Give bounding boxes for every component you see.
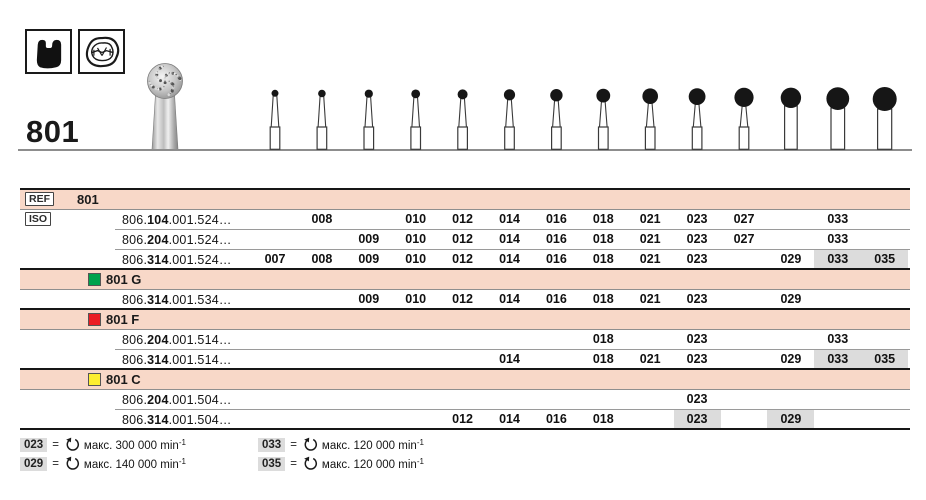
section-title: 801 <box>77 192 99 207</box>
size-cell-021: 021 <box>639 352 661 366</box>
bur-silhouette-033 <box>826 87 849 149</box>
bur-silhouette-012 <box>458 89 468 149</box>
bur-silhouette-027 <box>734 88 753 150</box>
size-cell-010: 010 <box>405 232 427 246</box>
occlusal-surface-icon <box>78 29 125 74</box>
size-cell-021: 021 <box>639 252 661 266</box>
size-cell-018: 018 <box>592 232 614 246</box>
size-cell-009: 009 <box>358 232 380 246</box>
size-cell-021: 021 <box>639 232 661 246</box>
grit-color-square <box>88 373 101 386</box>
legend-size-chip: 035 <box>258 457 285 471</box>
iso-code: 806.314.001.514… <box>122 352 232 367</box>
size-cell-021: 021 <box>639 212 661 226</box>
size-cell-023: 023 <box>686 212 708 226</box>
size-cell-016: 016 <box>545 212 567 226</box>
iso-chip: ISO <box>25 212 51 226</box>
iso-code: 806.104.001.524… <box>122 212 232 227</box>
bur-silhouette-035 <box>873 87 897 149</box>
bur-silhouette-008 <box>317 90 327 150</box>
size-cell-029: 029 <box>780 352 802 366</box>
size-cell-016: 016 <box>545 252 567 266</box>
size-cell-018: 018 <box>592 412 614 426</box>
iso-code-row <box>20 210 910 230</box>
size-cell-033: 033 <box>827 332 849 346</box>
legend-speed-text: макс. 300 000 $\min^{-1}$ <box>83 437 186 452</box>
size-cell-009: 009 <box>358 292 380 306</box>
cavity-preparation-icon <box>25 29 72 74</box>
section-band-801-f <box>20 310 910 330</box>
iso-code-row <box>20 290 910 310</box>
size-cell-018: 018 <box>592 352 614 366</box>
iso-code-row <box>20 410 910 430</box>
size-cell-014: 014 <box>499 232 520 246</box>
size-cell-027: 027 <box>733 212 755 226</box>
size-cell-018: 018 <box>592 332 614 346</box>
iso-code: 806.204.001.504… <box>122 392 232 407</box>
size-cell-029: 029 <box>780 292 802 306</box>
size-cell-012: 012 <box>452 212 474 226</box>
size-cell-023: 023 <box>686 352 708 366</box>
rotation-speed-icon <box>302 456 318 472</box>
iso-code-row <box>20 390 910 410</box>
bur-silhouette-007 <box>270 90 280 150</box>
legend-size-chip: 029 <box>20 457 47 471</box>
iso-code: 806.204.001.524… <box>122 232 232 247</box>
iso-code: 806.314.001.504… <box>122 412 232 427</box>
bur-silhouette-009 <box>364 90 374 150</box>
size-cell-029: 029 <box>767 410 814 429</box>
legend-item-029 <box>20 454 186 473</box>
iso-code-row <box>20 330 910 350</box>
size-cell-012: 012 <box>452 252 474 266</box>
diamond-ball-bur-photo <box>138 56 192 150</box>
size-cell-018: 018 <box>592 252 614 266</box>
equals-sign: = <box>290 438 297 451</box>
size-cell-023: 023 <box>686 232 708 246</box>
section-title: 801 G <box>106 272 142 287</box>
size-cell-016: 016 <box>545 412 567 426</box>
section-title: 801 C <box>106 372 141 387</box>
iso-code-row <box>20 230 910 250</box>
section-band-801-c <box>20 370 910 390</box>
size-cell-014: 014 <box>499 352 520 366</box>
legend-item-023 <box>20 435 186 454</box>
size-cell-012: 012 <box>452 292 474 306</box>
size-cell-010: 010 <box>405 252 427 266</box>
iso-code: 806.314.001.534… <box>122 292 232 307</box>
legend-size-chip: 023 <box>20 438 47 452</box>
size-cell-009: 009 <box>358 252 380 266</box>
size-cell-014: 014 <box>499 412 520 426</box>
size-cell-014: 014 <box>499 212 520 226</box>
section-title: 801 F <box>106 312 140 327</box>
size-cell-027: 027 <box>733 232 755 246</box>
occlusal-surface-glyph <box>82 34 122 70</box>
grit-color-square <box>88 273 101 286</box>
size-cell-008: 008 <box>311 212 333 226</box>
rotation-speed-icon <box>64 437 80 453</box>
size-cell-033: 033 <box>814 250 861 269</box>
size-cell-007: 007 <box>264 252 286 266</box>
bur-silhouette-029 <box>781 88 801 150</box>
size-cell-018: 018 <box>592 212 614 226</box>
size-cell-018: 018 <box>592 292 614 306</box>
legend-size-chip: 033 <box>258 438 285 452</box>
iso-code: 806.204.001.514… <box>122 332 232 347</box>
equals-sign: = <box>52 457 59 470</box>
size-cell-023: 023 <box>674 410 721 429</box>
size-cell-012: 012 <box>452 412 474 426</box>
size-table <box>20 188 910 430</box>
figure-number: 801 <box>26 114 80 149</box>
legend-item-033 <box>258 435 424 454</box>
size-cell-029: 029 <box>780 252 802 266</box>
section-band-801 <box>20 188 910 210</box>
legend-item-035 <box>258 454 424 473</box>
row-rule <box>20 428 910 430</box>
bur-silhouette-016 <box>550 89 562 149</box>
legend-column <box>258 435 424 473</box>
size-cell-023: 023 <box>686 392 708 406</box>
size-cell-012: 012 <box>452 232 474 246</box>
equals-sign: = <box>290 457 297 470</box>
size-cell-035: 035 <box>861 350 908 369</box>
size-cell-033: 033 <box>827 232 849 246</box>
ref-chip: REF <box>25 192 54 206</box>
bur-silhouette-021 <box>642 88 658 149</box>
size-cell-033: 033 <box>827 212 849 226</box>
tooth-cavity-glyph <box>30 34 68 70</box>
legend-speed-text: макс. 120 000 $\min^{-1}$ <box>321 456 424 471</box>
size-cell-010: 010 <box>405 212 427 226</box>
legend-speed-text: макс. 120 000 $\min^{-1}$ <box>321 437 424 452</box>
size-cell-008: 008 <box>311 252 333 266</box>
rotation-speed-icon <box>302 437 318 453</box>
size-cell-014: 014 <box>499 252 520 266</box>
legend-column <box>20 435 186 473</box>
legend-speed-text: макс. 140 000 $\min^{-1}$ <box>83 456 186 471</box>
iso-code-row <box>20 250 910 270</box>
section-band-801-g <box>20 270 910 290</box>
equals-sign: = <box>52 438 59 451</box>
bur-silhouette-010 <box>411 90 421 150</box>
iso-code-row <box>20 350 910 370</box>
size-cell-023: 023 <box>686 332 708 346</box>
size-cell-023: 023 <box>686 292 708 306</box>
size-cell-010: 010 <box>405 292 427 306</box>
size-cell-023: 023 <box>686 252 708 266</box>
bur-silhouette-023 <box>689 88 706 149</box>
size-cell-014: 014 <box>499 292 520 306</box>
iso-code: 806.314.001.524… <box>122 252 232 267</box>
size-cell-016: 016 <box>545 232 567 246</box>
bur-silhouette-018 <box>596 89 610 150</box>
size-cell-021: 021 <box>639 292 661 306</box>
size-cell-035: 035 <box>861 250 908 269</box>
bur-size-silhouettes <box>248 56 912 150</box>
size-cell-033: 033 <box>814 350 861 369</box>
bur-silhouette-014 <box>504 89 515 149</box>
size-cell-016: 016 <box>545 292 567 306</box>
rotation-speed-icon <box>64 456 80 472</box>
grit-color-square <box>88 313 101 326</box>
